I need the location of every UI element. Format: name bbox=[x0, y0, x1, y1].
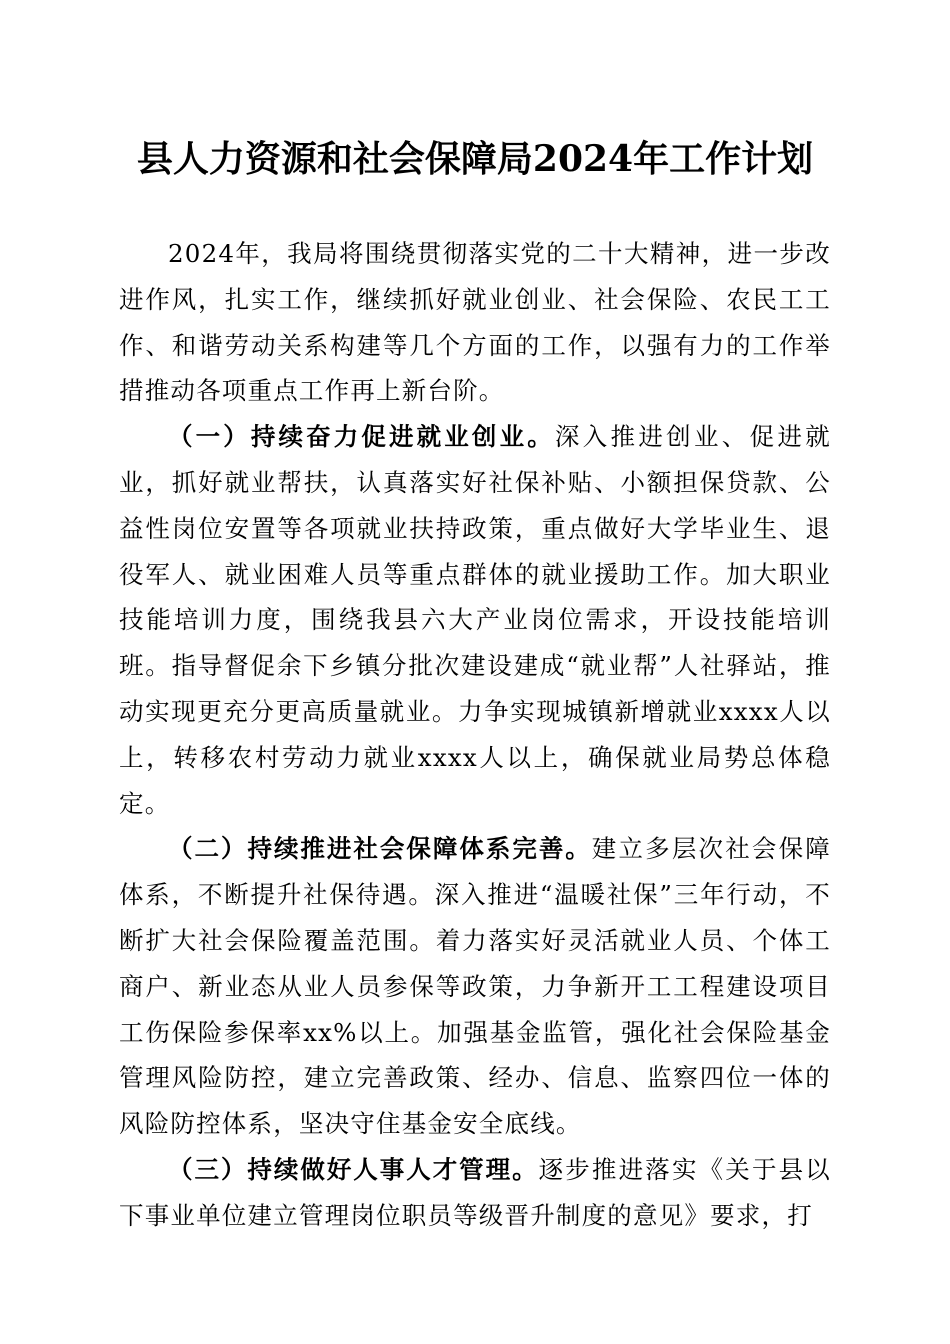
document-body bbox=[119, 231, 831, 1239]
intro-paragraph: 2024年，我局将围绕贯彻落实党的二十大精神，进一步改进作风，扎实工作，继续抓好就业创业、社会保险、农民工工作、和谐劳动关系构建等几个方面的工作，以强有力的工作举措推动各项重点工作再上新台阶。 bbox=[119, 239, 831, 406]
section-text-3: 逐步推进落实《关于县以下事业单位建立管理岗位职员等级晋升制度的意见》要求，打 bbox=[119, 1154, 831, 1230]
section-text-1: 深入推进创业、促进就业，抓好就业帮扶，认真落实好社保补贴、小额担保贷款、公益性岗位安置等各项就业扶持政策，重点做好大学毕业生、退役军人、就业困难人员等重点群体的就业援助工作。加大职业技能培训力度，围绕我县六大产业岗位需求，开设技能培训班。指导督促余下乡镇分批次建设建成“就业帮”人社驿站，推动实现更充分更高质量就业。力争实现城镇新增就业xxxx人以上，转移农村劳动力就业xxxx人以上，确保就业局势总体稳定。 bbox=[119, 422, 832, 818]
section-text-2: 建立多层次社会保障体系，不断提升社保待遇。深入推进“温暖社保”三年行动，不断扩大社会保险覆盖范围。着力落实好灵活就业人员、个体工商户、新业态从业人员参保等政策，力争新开工工程建设项目工伤保险参保率xx%以上。加强基金监管，强化社会保险基金管理风险防控，建立完善政策、经办、信息、监察四位一体的风险防控体系，坚决守住基金安全底线。 bbox=[119, 834, 831, 1139]
section-heading-1: （一）持续奋力促进就业创业。 bbox=[168, 422, 555, 452]
section-paragraph-3 bbox=[119, 1147, 831, 1239]
document-title: 县人力资源和社会保障局2024年工作计划 bbox=[136, 138, 814, 180]
section-heading-3: （三）持续做好人事人才管理。 bbox=[168, 1154, 539, 1184]
section-heading-2: （二）持续推进社会保障体系完善。 bbox=[168, 834, 592, 864]
section-paragraph-1 bbox=[119, 414, 831, 826]
section-paragraph-2 bbox=[119, 826, 831, 1147]
